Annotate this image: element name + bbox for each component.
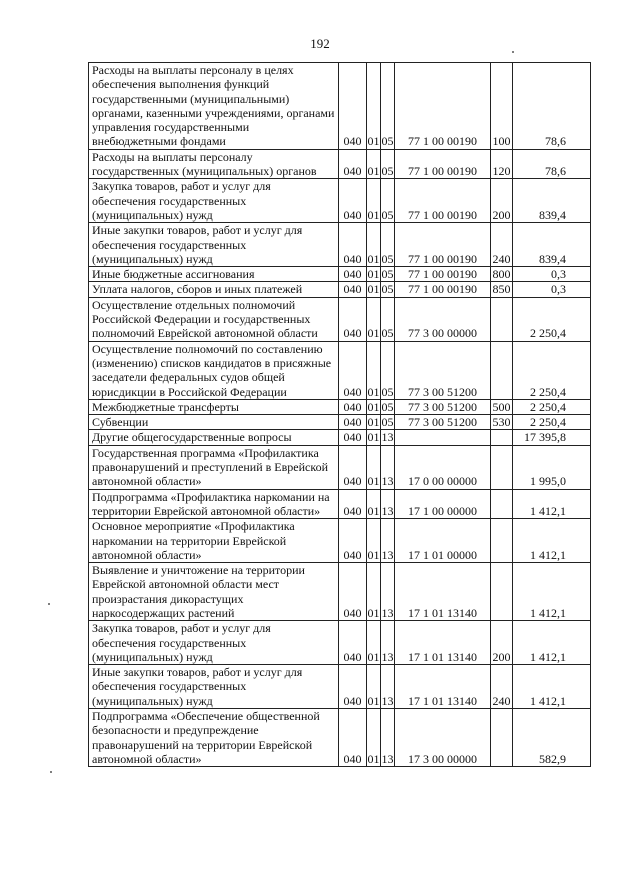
row-grbs: 040 xyxy=(339,267,367,282)
row-name: Выявление и уничтожение на территории Еврейской автономной области мест произрастания дикорастущих наркосодержащих растений xyxy=(89,563,339,621)
row-rz: 01 xyxy=(367,282,380,297)
row-name: Закупка товаров, работ и услуг для обеспечения государственных (муниципальных) нужд xyxy=(89,621,339,665)
row-sum: 0,3 xyxy=(513,282,591,297)
row-pr: 13 xyxy=(381,709,395,767)
scan-speck xyxy=(50,771,52,773)
row-name: Иные закупки товаров, работ и услуг для обеспечения государственных (муниципальных) нужд xyxy=(89,223,339,267)
row-sum: 2 250,4 xyxy=(513,415,591,430)
row-sum: 1 412,1 xyxy=(513,519,591,563)
row-grbs: 040 xyxy=(339,282,367,297)
row-name: Основное мероприятие «Профилактика наркомании на территории Еврейской автономной области» xyxy=(89,519,339,563)
row-name: Осуществление полномочий по составлению (изменению) списков кандидатов в присяжные заседатели федеральных судов общей юрисдикции в Российской Федерации xyxy=(89,341,339,399)
row-pr: 13 xyxy=(381,665,395,709)
table-row xyxy=(89,399,591,414)
table-row xyxy=(89,709,591,767)
row-cs: 77 1 00 00190 xyxy=(395,267,491,282)
row-grbs: 040 xyxy=(339,223,367,267)
row-rz: 01 xyxy=(367,297,381,341)
row-vr xyxy=(491,519,513,563)
row-cs: 17 1 01 13140 xyxy=(395,563,491,621)
row-cs: 17 3 00 00000 xyxy=(395,709,491,767)
row-sum: 1 995,0 xyxy=(513,445,591,489)
row-grbs: 040 xyxy=(339,489,367,519)
row-cs: 17 0 00 00000 xyxy=(395,445,491,489)
row-vr: 500 xyxy=(492,399,511,414)
table-row xyxy=(89,665,591,709)
row-cs: 17 1 01 00000 xyxy=(395,519,491,563)
row-vr: 530 xyxy=(492,415,511,430)
row-pr: 13 xyxy=(381,519,395,563)
row-cs: 77 3 00 00000 xyxy=(395,297,491,341)
table-row xyxy=(89,282,591,297)
row-vr xyxy=(491,445,513,489)
row-vr: 200 xyxy=(491,621,513,665)
table-row xyxy=(89,445,591,489)
row-cs xyxy=(395,430,491,445)
row-vr xyxy=(491,297,513,341)
row-rz: 01 xyxy=(367,519,381,563)
row-pr: 05 xyxy=(381,341,395,399)
table-row xyxy=(89,149,591,179)
row-grbs: 040 xyxy=(339,179,367,223)
row-pr: 13 xyxy=(381,621,395,665)
row-grbs: 040 xyxy=(339,341,367,399)
row-pr: 13 xyxy=(381,489,395,519)
row-cs: 17 1 01 13140 xyxy=(395,621,491,665)
row-vr xyxy=(491,563,513,621)
budget-table-body xyxy=(89,63,591,767)
row-vr: 850 xyxy=(492,282,511,297)
table-row xyxy=(89,415,591,430)
row-pr: 05 xyxy=(381,399,394,414)
budget-table xyxy=(88,62,591,767)
row-grbs: 040 xyxy=(339,519,367,563)
table-row xyxy=(89,430,591,445)
row-pr: 05 xyxy=(381,179,395,223)
row-name: Подпрограмма «Профилактика наркомании на территории Еврейской автономной области» xyxy=(89,489,339,519)
row-cs: 17 1 01 13140 xyxy=(395,665,491,709)
row-pr: 13 xyxy=(381,563,395,621)
row-name: Другие общегосударственные вопросы xyxy=(89,430,339,445)
row-sum: 582,9 xyxy=(513,709,591,767)
row-rz: 01 xyxy=(367,179,381,223)
row-rz: 01 xyxy=(367,149,381,179)
row-sum: 839,4 xyxy=(513,223,591,267)
table-row xyxy=(89,341,591,399)
row-grbs: 040 xyxy=(339,665,367,709)
row-sum: 1 412,1 xyxy=(513,489,591,519)
row-name: Государственная программа «Профилактика правонарушений и преступлений в Еврейской автономной области» xyxy=(89,445,339,489)
row-pr: 05 xyxy=(381,297,395,341)
row-name: Иные закупки товаров, работ и услуг для обеспечения государственных (муниципальных) нужд xyxy=(89,665,339,709)
row-pr: 05 xyxy=(381,63,395,150)
row-rz: 01 xyxy=(367,563,381,621)
row-name: Осуществление отдельных полномочий Российской Федерации и государственных полномочий Еврейской автономной области xyxy=(89,297,339,341)
table-row xyxy=(89,297,591,341)
table-row xyxy=(89,267,591,282)
row-sum: 1 412,1 xyxy=(513,563,591,621)
row-sum: 78,6 xyxy=(513,149,591,179)
row-vr xyxy=(491,430,513,445)
row-name: Подпрограмма «Обеспечение общественной безопасности и предупреждение правонарушений на территории Еврейской автономной области» xyxy=(89,709,339,767)
page-number: 192 xyxy=(310,36,330,51)
table-row xyxy=(89,563,591,621)
row-cs: 77 3 00 51200 xyxy=(395,341,491,399)
row-grbs: 040 xyxy=(339,430,367,445)
row-name: Межбюджетные трансферты xyxy=(89,399,339,414)
table-row xyxy=(89,179,591,223)
row-rz: 01 xyxy=(367,430,380,445)
row-name: Уплата налогов, сборов и иных платежей xyxy=(89,282,339,297)
row-vr: 200 xyxy=(491,179,513,223)
row-cs: 77 1 00 00190 xyxy=(395,223,491,267)
row-vr: 800 xyxy=(492,267,511,282)
row-name: Субвенции xyxy=(89,415,339,430)
row-sum: 839,4 xyxy=(513,179,591,223)
row-sum: 78,6 xyxy=(513,63,591,150)
row-vr: 100 xyxy=(491,63,513,150)
row-grbs: 040 xyxy=(339,563,367,621)
row-rz: 01 xyxy=(367,63,381,150)
row-rz: 01 xyxy=(367,341,381,399)
row-grbs: 040 xyxy=(339,63,367,150)
row-pr: 05 xyxy=(381,415,394,430)
row-cs: 17 1 00 00000 xyxy=(395,489,491,519)
row-sum: 2 250,4 xyxy=(513,399,591,414)
row-rz: 01 xyxy=(367,709,381,767)
row-sum: 1 412,1 xyxy=(513,665,591,709)
row-cs: 77 3 00 51200 xyxy=(395,415,491,430)
row-vr: 240 xyxy=(491,665,513,709)
row-name: Иные бюджетные ассигнования xyxy=(89,267,339,282)
table-row xyxy=(89,519,591,563)
row-grbs: 040 xyxy=(339,415,367,430)
row-vr: 240 xyxy=(491,223,513,267)
row-cs: 77 1 00 00190 xyxy=(395,179,491,223)
table-row xyxy=(89,63,591,150)
row-grbs: 040 xyxy=(339,621,367,665)
row-sum: 1 412,1 xyxy=(513,621,591,665)
row-cs: 77 1 00 00190 xyxy=(395,63,491,150)
row-rz: 01 xyxy=(367,399,380,414)
row-name: Расходы на выплаты персоналу государственных (муниципальных) органов xyxy=(89,149,339,179)
row-sum: 2 250,4 xyxy=(513,297,591,341)
row-cs: 77 1 00 00190 xyxy=(395,149,491,179)
row-pr: 13 xyxy=(381,430,394,445)
row-rz: 01 xyxy=(367,223,381,267)
row-grbs: 040 xyxy=(339,445,367,489)
row-cs: 77 1 00 00190 xyxy=(395,282,491,297)
row-rz: 01 xyxy=(367,665,381,709)
row-sum: 0,3 xyxy=(513,267,591,282)
table-row xyxy=(89,489,591,519)
scan-speck xyxy=(48,603,50,605)
row-vr xyxy=(491,709,513,767)
row-grbs: 040 xyxy=(339,709,367,767)
row-sum: 17 395,8 xyxy=(513,430,591,445)
row-pr: 05 xyxy=(381,223,395,267)
row-rz: 01 xyxy=(367,489,381,519)
row-vr xyxy=(491,489,513,519)
row-vr xyxy=(491,341,513,399)
row-rz: 01 xyxy=(367,415,380,430)
row-pr: 05 xyxy=(381,149,395,179)
row-grbs: 040 xyxy=(339,399,367,414)
table-row xyxy=(89,223,591,267)
row-cs: 77 3 00 51200 xyxy=(395,399,491,414)
row-rz: 01 xyxy=(367,621,381,665)
scan-speck xyxy=(512,51,514,53)
row-sum: 2 250,4 xyxy=(513,341,591,399)
table-row xyxy=(89,621,591,665)
row-pr: 05 xyxy=(381,267,394,282)
row-rz: 01 xyxy=(367,445,381,489)
row-pr: 13 xyxy=(381,445,395,489)
row-rz: 01 xyxy=(367,267,380,282)
row-name: Расходы на выплаты персоналу в целях обеспечения выполнения функций государственными (муниципальными) органами, казенными учреждениями, органами управления государственными внебюджетными фондами xyxy=(89,63,339,150)
row-grbs: 040 xyxy=(339,297,367,341)
row-name: Закупка товаров, работ и услуг для обеспечения государственных (муниципальных) нужд xyxy=(89,179,339,223)
row-vr: 120 xyxy=(491,149,513,179)
row-pr: 05 xyxy=(381,282,394,297)
row-grbs: 040 xyxy=(339,149,367,179)
